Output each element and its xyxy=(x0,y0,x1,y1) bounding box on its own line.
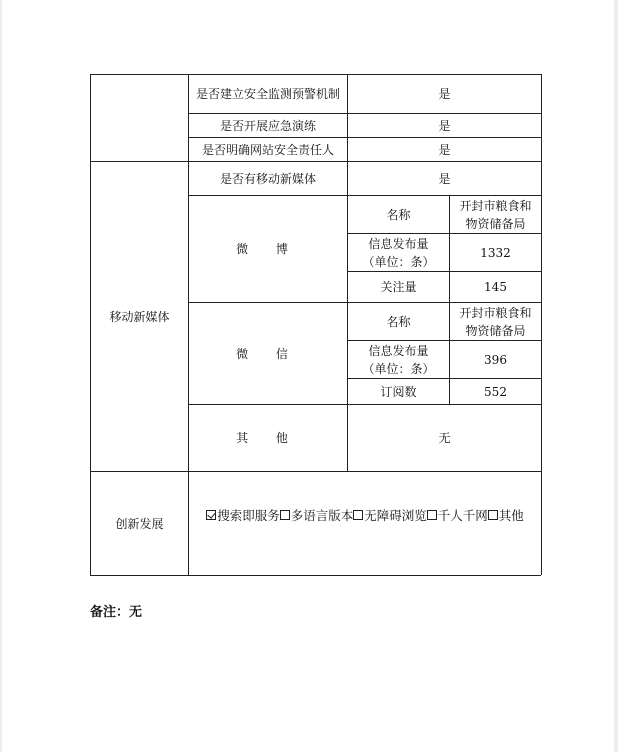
security-responsible-label: 是否明确网站安全责任人 xyxy=(201,142,334,157)
wechat-subscribers-label: 订阅数 xyxy=(380,384,417,399)
wechat-name-value: 开封市粮食和物资储备局 xyxy=(459,305,532,338)
option-personalized[interactable]: 千人千网 xyxy=(427,507,488,525)
has-new-media-value: 是 xyxy=(438,171,451,186)
option-other[interactable]: 其他 xyxy=(488,507,524,525)
other-media-label: 其 他 xyxy=(236,431,300,445)
warning-mechanism-value: 是 xyxy=(438,87,451,101)
accessible-browsing-checkbox[interactable] xyxy=(353,510,363,520)
weibo-followers-label: 关注量 xyxy=(380,280,417,294)
multilingual-checkbox[interactable] xyxy=(280,510,290,520)
other-media-value: 无 xyxy=(438,431,451,445)
innovation-options xyxy=(189,472,541,560)
emergency-drill-label: 是否开展应急演练 xyxy=(219,118,316,133)
search-service-checkbox[interactable] xyxy=(206,510,216,520)
wechat-name-label: 名称 xyxy=(386,314,411,329)
document-page xyxy=(2,0,614,752)
weibo-posts-label: 信息发布量（单位：条） xyxy=(362,236,435,269)
new-media-section-label: 移动新媒体 xyxy=(109,309,170,324)
weibo-name-value: 开封市粮食和物资储备局 xyxy=(459,198,532,231)
warning-mechanism-label: 是否建立安全监测预警机制 xyxy=(196,87,341,101)
wechat-posts-value: 396 xyxy=(484,352,507,367)
option-search-service[interactable]: 搜索即服务 xyxy=(206,507,280,525)
other-option-checkbox[interactable] xyxy=(488,510,498,520)
remark-note: 备注：无 xyxy=(90,605,143,620)
personalized-checkbox[interactable] xyxy=(427,510,437,520)
weibo-label: 微 博 xyxy=(236,242,300,256)
security-responsible-value: 是 xyxy=(438,142,451,157)
innovation-section-label: 创新发展 xyxy=(115,516,164,531)
wechat-subscribers-value: 552 xyxy=(484,384,507,399)
option-multilingual[interactable]: 多语言版本 xyxy=(280,507,354,525)
emergency-drill-value: 是 xyxy=(438,118,451,133)
innovation-checkbox-group xyxy=(206,507,524,525)
weibo-followers-value: 145 xyxy=(484,280,507,294)
has-new-media-label: 是否有移动新媒体 xyxy=(219,171,316,186)
wechat-label: 微 信 xyxy=(236,346,300,361)
weibo-name-label: 名称 xyxy=(386,207,411,222)
wechat-posts-label: 信息发布量（单位：条） xyxy=(362,343,435,376)
option-accessible-browsing[interactable]: 无障碍浏览 xyxy=(353,507,427,525)
weibo-posts-value: 1332 xyxy=(480,245,511,260)
